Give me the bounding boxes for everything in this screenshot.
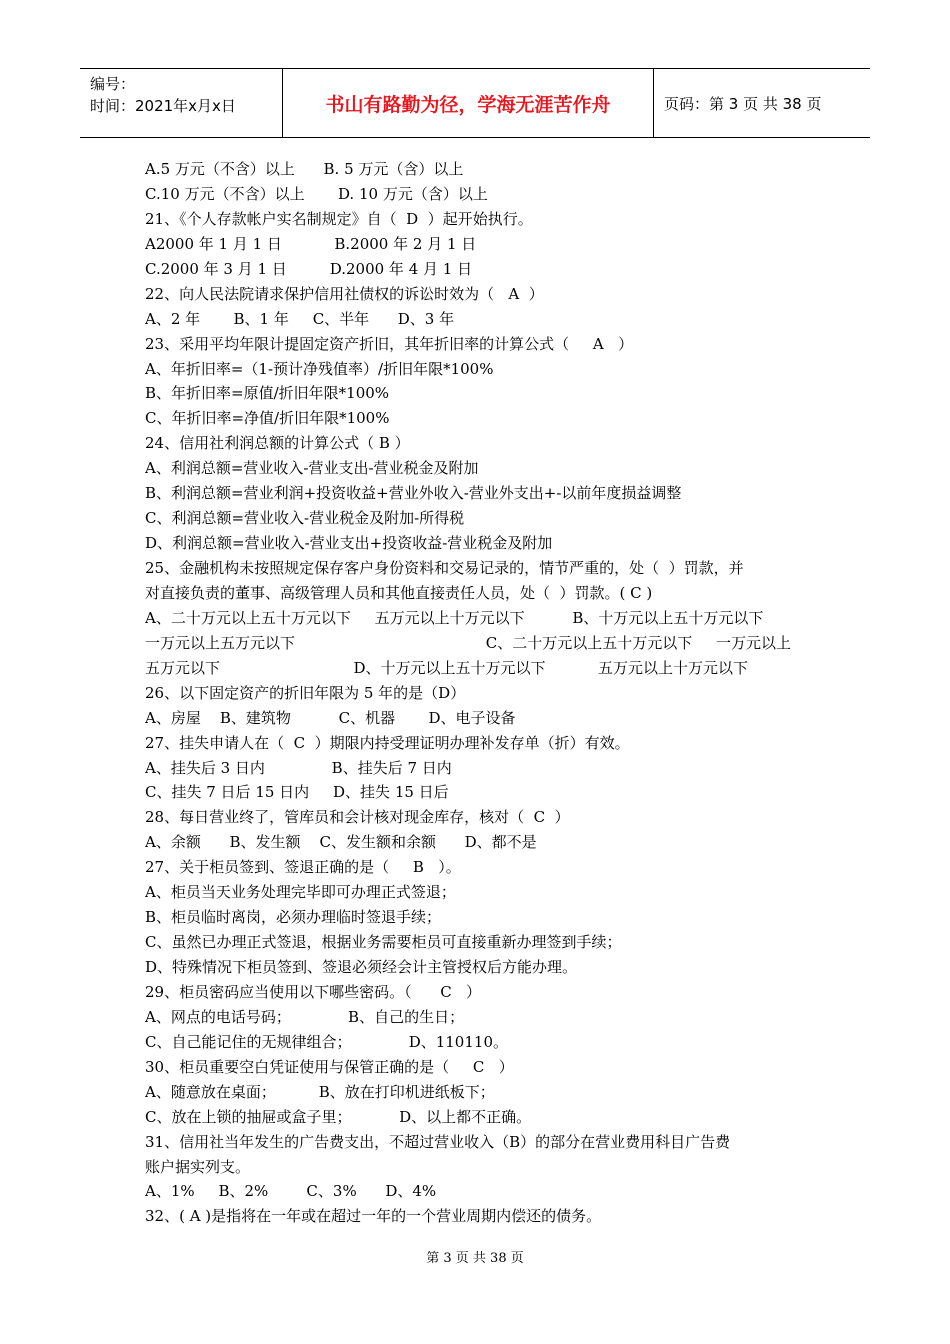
text-line: A、余额 B、发生额 C、发生额和余额 D、都不是 [145,833,537,852]
text-line: A2000 年 1 月 1 日 B.2000 年 2 月 1 日 [145,234,477,253]
text-line: C、年折旧率=净值/折旧年限*100% [145,409,390,428]
text-line: 31、信用社当年发生的广告费支出，不超过营业收入（B）的部分在营业费用科目广告费 [145,1132,731,1151]
text-line: A、二十万元以上五十万元以下 五万元以上十万元以下 B、十万元以上五十万元以下 [145,608,764,627]
text-line: A、挂失后 3 日内 B、挂失后 7 日内 [145,758,452,777]
text-line: 23、采用平均年限计提固定资产折旧，其年折旧率的计算公式（ A ） [145,334,634,353]
text-line: 22、向人民法院请求保护信用社债权的诉讼时效为（ A ） [145,284,544,303]
text-line: 一万元以上五万元以下 C、二十万元以上五十万元以下 一万元以上 [145,633,792,652]
text-line: C、自己能记住的无规律组合； D、110110。 [145,1032,508,1051]
text-line: 27、关于柜员签到、签退正确的是（ B ）。 [145,858,461,877]
text-line: A、随意放在桌面； B、放在打印机进纸板下； [145,1082,495,1101]
text-line: 28、每日营业终了，管库员和会计核对现金库存，核对（ C ） [145,808,570,827]
text-line: C.2000 年 3 月 1 日 D.2000 年 4 月 1 日 [145,259,473,278]
text-line: B、年折旧率=原值/折旧年限*100% [145,384,390,403]
text-line: C.10 万元（不含）以上 D. 10 万元（含）以上 [145,184,488,203]
text-line: C、放在上锁的抽屉或盒子里； D、以上都不正确。 [145,1107,532,1126]
page-header [80,68,870,138]
text-line: D、特殊情况下柜员签到、签退必须经会计主管授权后方能办理。 [145,958,578,976]
page-footer: 第 3 页 共 38 页 [426,1251,524,1266]
text-line: 25、金融机构未按照规定保存客户身份资料和交易记录的，情节严重的，处（ ）罚款，并 [145,559,744,577]
text-line: 27、挂失申请人在（ C ）期限内持受理证明办理补发存单（折）有效。 [145,733,630,752]
text-line: C、挂失 7 日后 15 日内 D、挂失 15 日后 [145,783,449,802]
text-line: C、利润总额=营业收入-营业税金及附加-所得税 [145,509,465,528]
text-line: A、年折旧率=（1-预计净残值率）/折旧年限*100% [145,359,494,378]
text-line: A、利润总额=营业收入-营业支出-营业税金及附加 [145,459,479,478]
text-line: 32、( A )是指将在一年或在超过一年的一个营业周期内偿还的债务。 [145,1207,602,1226]
text-line: B、利润总额=营业利润+投资收益+营业外收入-营业外支出+-以前年度损益调整 [145,484,682,503]
header-motto: 书山有路勤为径，学海无涯苦作舟 [282,69,654,137]
text-line: 30、柜员重要空白凭证使用与保管正确的是（ C ） [145,1057,514,1076]
header-page-info: 页码：第 3 页 共 38 页 [664,94,822,113]
text-line: D、利润总额=营业收入-营业支出+投资收益-营业税金及附加 [145,534,553,553]
document-body [145,157,810,1229]
text-line: 24、信用社利润总额的计算公式（ B ） [145,434,410,453]
text-line: A、柜员当天业务处理完毕即可办理正式签退； [145,883,456,902]
text-line: 21、《个人存款帐户实名制规定》自（ D ）起开始执行。 [145,209,533,228]
text-line: B、柜员临时离岗，必须办理临时签退手续； [145,908,442,927]
text-line: A、2 年 B、1 年 C、半年 D、3 年 [145,309,455,328]
text-line: 账户据实列支。 [145,1157,251,1176]
text-line: A、网点的电话号码； B、自己的生日； [145,1007,465,1026]
time-label: 时间：2021年x月x日 [90,97,236,115]
code-label: 编号： [90,75,136,93]
text-line: 对直接负责的董事、高级管理人员和其他直接责任人员，处（ ）罚款。( C ) [145,583,653,602]
text-line: A、房屋 B、建筑物 C、机器 D、电子设备 [145,708,516,727]
text-line: A.5 万元（不含）以上 B. 5 万元（含）以上 [145,160,464,178]
text-line: 29、柜员密码应当使用以下哪些密码。（ C ） [145,982,481,1001]
text-line: C、虽然已办理正式签退，根据业务需要柜员可直接重新办理签到手续； [145,933,622,952]
text-line: 五万元以下 D、十万元以上五十万元以下 五万元以上十万元以下 [145,658,748,677]
text-line: A、1% B、2% C、3% D、4% [145,1182,437,1201]
text-line: 26、以下固定资产的折旧年限为 5 年的是（D） [145,683,466,702]
header-meta [80,69,282,137]
